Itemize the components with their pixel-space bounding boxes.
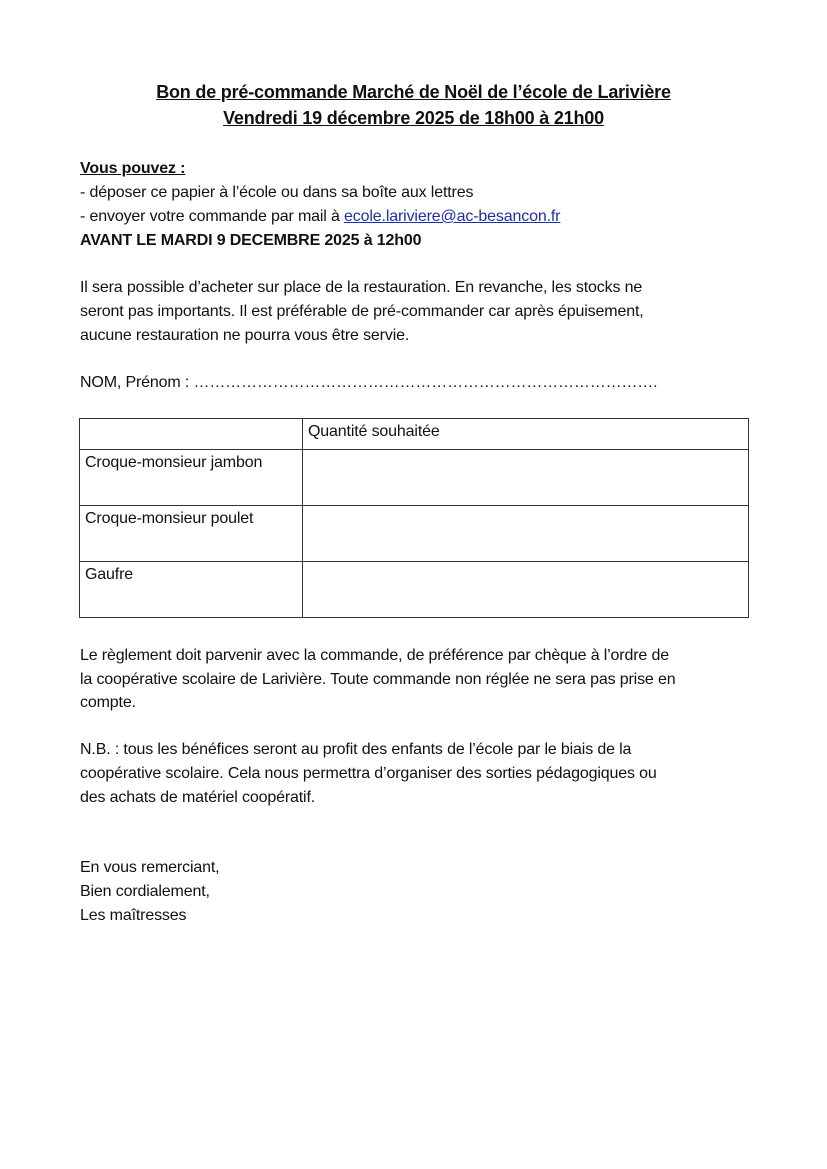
intro-line: seront pas importants. Il est préférable de pré-commander car après épuisement, — [80, 303, 644, 320]
quantity-cell[interactable] — [303, 562, 749, 618]
table-row — [80, 562, 749, 618]
name-field[interactable] — [80, 374, 657, 392]
deadline-text: AVANT LE MARDI 9 DECEMBRE 2025 à 12h00 — [80, 232, 422, 249]
instruction-email-text: - envoyer votre commande par mail à — [80, 208, 345, 225]
header-cell-quantity: Quantité souhaitée — [303, 419, 749, 450]
instructions-heading: Vous pouvez : — [80, 160, 186, 177]
instruction-drop-off: - déposer ce papier à l’école ou dans sa boîte aux lettres — [80, 184, 474, 201]
item-name-cell: Croque-monsieur jambon — [80, 450, 303, 506]
email-link[interactable]: ecole.lariviere@ac-besancon.fr — [344, 208, 561, 225]
item-name-cell: Croque-monsieur poulet — [80, 506, 303, 562]
name-field-label: NOM, Prénom : — [80, 374, 194, 391]
payment-line: compte. — [80, 694, 136, 711]
table-header-row — [80, 419, 749, 450]
item-name-cell: Gaufre — [80, 562, 303, 618]
note-line: des achats de matériel coopératif. — [80, 789, 316, 806]
signature: Les maîtresses — [80, 907, 187, 924]
payment-line: la coopérative scolaire de Larivière. Toute commande non réglée ne sera pas prise en — [80, 671, 676, 688]
instruction-email — [80, 208, 560, 226]
table-row — [80, 506, 749, 562]
header-cell-item — [80, 419, 303, 450]
payment-line: Le règlement doit parvenir avec la commande, de préférence par chèque à l’ordre de — [80, 647, 669, 664]
quantity-cell[interactable] — [303, 506, 749, 562]
event-date-subtitle: Vendredi 19 décembre 2025 de 18h00 à 21h00 — [223, 108, 604, 128]
document-title: Bon de pré-commande Marché de Noël de l’école de Larivière — [156, 82, 671, 102]
quantity-cell[interactable] — [303, 450, 749, 506]
name-field-dots[interactable]: ……………………………………………………………………………. — [193, 374, 658, 391]
intro-line: aucune restauration ne pourra vous être servie. — [80, 327, 410, 344]
note-line: N.B. : tous les bénéfices seront au profit des enfants de l’école par le biais de la — [80, 741, 632, 758]
intro-line: Il sera possible d’acheter sur place de la restauration. En revanche, les stocks ne — [80, 279, 643, 296]
closing-line: Bien cordialement, — [80, 883, 210, 900]
order-table — [79, 418, 749, 618]
closing-line: En vous remerciant, — [80, 859, 220, 876]
table-row — [80, 450, 749, 506]
note-line: coopérative scolaire. Cela nous permettra d’organiser des sorties pédagogiques ou — [80, 765, 657, 782]
